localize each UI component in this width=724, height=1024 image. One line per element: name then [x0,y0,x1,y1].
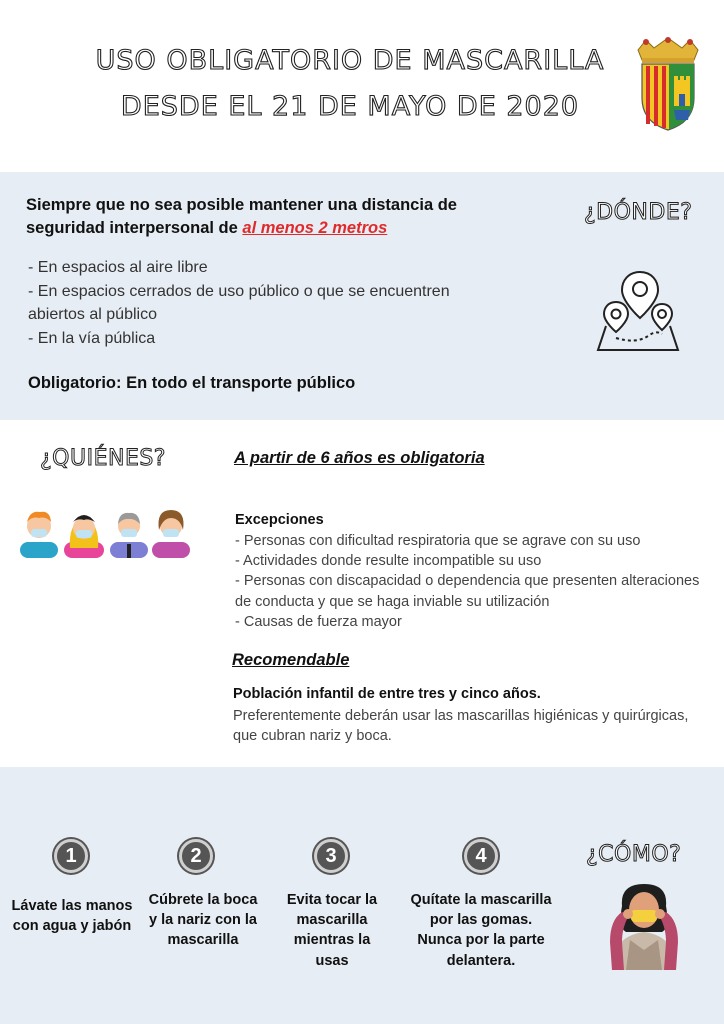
step-text-4: Quítate la mascarilla por las gomas. Nunca por la parte delantera. [410,892,552,969]
list-item: - En la vía pública [28,329,156,347]
como-heading: ¿CÓMO? [586,842,682,867]
list-item: - En espacios al aire libre [28,259,208,276]
quienes-heading: ¿QUIÉNES? [40,446,166,471]
recommended-heading: Recomendable [232,651,350,669]
people-with-masks-icon [18,504,190,558]
step-number-2: 2 [179,839,213,873]
step-text-2: Cúbrete la boca y la nariz con la mascarilla [148,892,258,949]
exceptions-list [235,531,705,632]
list-item: - En espacios cerrados de uso público o que se encuentren abiertos al público [28,282,450,323]
step-number-3: 3 [314,839,348,873]
step-text-1: Lávate las manos con agua y jabón [11,898,133,935]
page-title [40,38,660,130]
step-number-4: 4 [464,839,498,873]
step-number-1: 1 [54,839,88,873]
map-pins-icon [592,268,684,354]
donde-lead-highlight: al menos 2 metros [242,219,388,237]
recommended-text: Preferentemente deberán usar las mascarillas higiénicas y quirúrgicas, que cubran nariz y boca. [233,708,689,745]
list-item: - Actividades donde resulte incompatible su uso [235,553,542,570]
step-text-3: Evita tocar la mascarilla mientras la usas [286,892,378,969]
donde-bullets [28,256,498,350]
coat-of-arms-icon [632,36,704,132]
donde-lead [26,194,526,240]
title-line-2: DESDE EL 21 DE MAYO DE 2020 [120,91,580,122]
donde-mandatory: Obligatorio: En todo el transporte público [28,374,356,392]
title-line-1: USO OBLIGATORIO DE MASCARILLA [95,45,605,76]
header [0,0,724,172]
donde-heading: ¿DÓNDE? [584,200,693,225]
list-item: - Personas con discapacidad o dependencia que presenten alteraciones de conducta y que se haga inviable su utilización [235,573,700,610]
person-putting-on-mask-icon [604,880,684,970]
exceptions-title: Excepciones [235,512,324,528]
quienes-subheading: A partir de 6 años es obligatoria [234,449,485,467]
donde-lead-text: Siempre que no sea posible mantener una distancia de seguridad interpersonal de [26,196,457,237]
list-item: - Personas con dificultad respiratoria que se agrave con su uso [235,533,641,549]
recommended-bold: Población infantil de entre tres y cinco años. [233,686,541,702]
list-item: - Causas de fuerza mayor [235,613,402,630]
